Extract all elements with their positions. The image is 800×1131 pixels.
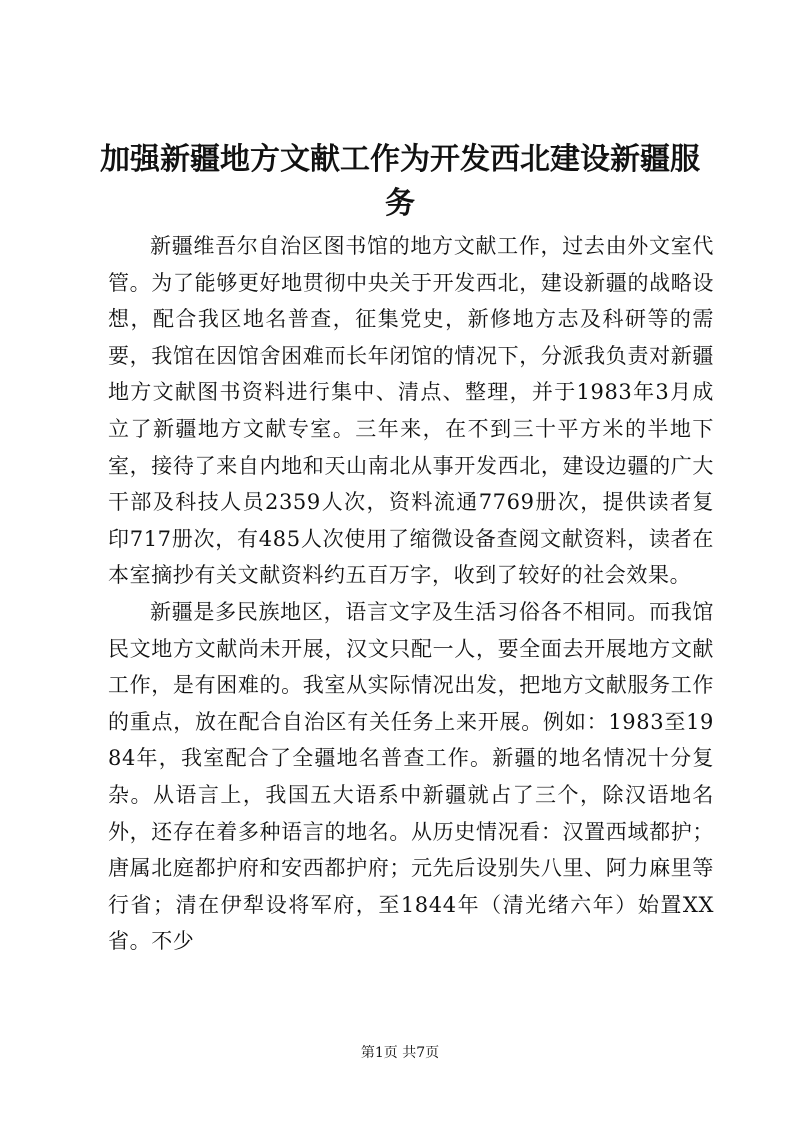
paragraph-1: 新疆维吾尔自治区图书馆的地方文献工作，过去由外文室代管。为了能够更好地贯彻中央关于开发西北，建设新疆的战略设想，配合我区地名普查，征集党史，新修地方志及科研等的需要，我馆在因馆舍困难而长年闭馆的情况下，分派我负责对新疆地方文献图书资料进行集中、清点、整理，并于1983年3月成立了新疆地方文献专室。三年来，在不到三十平方米的半地下室，接待了来自内地和天山南北从事开发西北，建设边疆的广大干部及科技人员2359人次，资料流通7769册次，提供读者复印717册次，有485人次使用了缩微设备查阅文献资料，读者在本室摘抄有关文献资料约五百万字，收到了较好的社会效果。 bbox=[108, 234, 714, 588]
document-body bbox=[108, 228, 714, 960]
paragraph-2: 新疆是多民族地区，语言文字及生活习俗各不相同。而我馆民文地方文献尚未开展，汉文只配一人，要全面去开展地方文献工作，是有困难的。我室从实际情况出发，把地方文献服务工作的重点，放在配合自治区有关任务上来开展。例如：1983至1984年，我室配合了全疆地名普查工作。新疆的地名情况十分复杂。从语言上，我国五大语系中新疆就占了三个，除汉语地名外，还存在着多种语言的地名。从历史情况看：汉置西域都护；唐属北庭都护府和安西都护府；元先后设别失八里、阿力麻里等行省；清在伊犁设将军府，至1844年（清光绪六年）始置XX省。不少 bbox=[108, 599, 714, 954]
document-title: 加强新疆地方文献工作为开发西北建设新疆服务 bbox=[100, 142, 700, 221]
page-footer: 第1页 共7页 bbox=[360, 1045, 440, 1061]
